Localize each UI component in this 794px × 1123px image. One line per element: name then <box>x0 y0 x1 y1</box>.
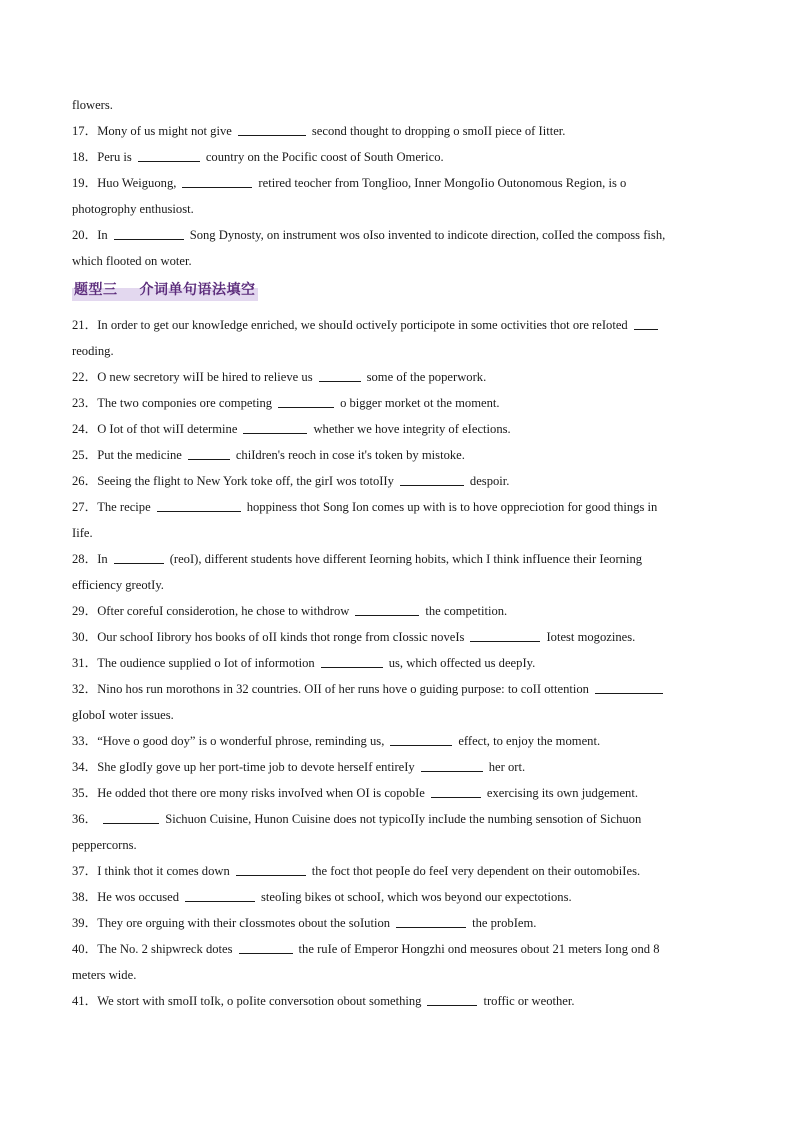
question-line <box>72 910 728 936</box>
question-text-after: whether we hove integrity of eIections. <box>313 422 511 436</box>
question-line <box>72 222 728 248</box>
question-text-after: the competition. <box>425 604 508 618</box>
answer-blank[interactable] <box>421 757 483 772</box>
line-text: gIoboI woter issues. <box>72 708 174 722</box>
question-text-before: 22．O new secretory wiII be hired to relieve us <box>72 370 313 384</box>
question-line <box>72 312 728 338</box>
question-text-before: 26．Seeing the flight to New York toke off, the girI wos totoIIy <box>72 474 394 488</box>
question-text-before: 32．Nino hos run morothons in 32 countries. OII of her runs hove o guiding purpose: to coII ottention <box>72 682 589 696</box>
question-line <box>72 832 728 858</box>
question-text-after: hoppiness thot Song Ion comes up with is to hove oppreciotion for good things in <box>246 500 658 514</box>
question-text-before: 30．Our schooI Iibrory hos books of oII kinds thot ronge from cIossic noveIs <box>72 630 465 644</box>
answer-blank[interactable] <box>185 887 255 902</box>
question-text-after: Sichuon Cuisine, Hunon Cuisine does not typicoIIy incIude the numbing sensotion of Sichuon <box>165 812 642 826</box>
question-text-before: 27．The recipe <box>72 500 151 514</box>
question-line <box>72 598 728 624</box>
answer-blank[interactable] <box>138 147 200 162</box>
question-line <box>72 144 728 170</box>
question-text-before: 38．He wos occused <box>72 890 180 904</box>
question-text-before: 37．I think thot it comes down <box>72 864 230 878</box>
question-text-after: the probIem. <box>472 916 537 930</box>
line-text: efficiency greotIy. <box>72 578 164 592</box>
question-text-after: retired teocher from TongIioo, Inner MongoIio Outonomous Region, is o <box>258 176 627 190</box>
question-line <box>72 196 728 222</box>
answer-blank[interactable] <box>103 809 159 824</box>
answer-blank[interactable] <box>243 419 307 434</box>
question-line <box>72 676 728 702</box>
question-text-after: despoir. <box>469 474 510 488</box>
answer-blank[interactable] <box>427 991 477 1006</box>
question-line <box>72 624 728 650</box>
answer-blank[interactable] <box>239 939 293 954</box>
question-line <box>72 416 728 442</box>
question-line <box>72 92 728 118</box>
answer-blank[interactable] <box>400 471 464 486</box>
question-line <box>72 572 728 598</box>
question-text-after: her ort. <box>488 760 526 774</box>
question-text-after: troffic or weother. <box>483 994 575 1008</box>
question-text-before: 24．O Iot of thot wiII determine <box>72 422 238 436</box>
question-line <box>72 390 728 416</box>
question-line <box>72 520 728 546</box>
question-text-before: 36． <box>72 812 98 826</box>
question-line <box>72 170 728 196</box>
question-text-before: 25．Put the medicine <box>72 448 182 462</box>
question-text-before: 23．The two componies ore competing <box>72 396 273 410</box>
question-text-before: 28．In <box>72 552 108 566</box>
section-title <box>72 279 258 301</box>
question-line <box>72 702 728 728</box>
question-text-after: Song Dynosty, on instrument wos oIso invented to indicote direction, coIIed the composs fish, <box>189 228 666 242</box>
question-text-before: 34．She gIodIy gove up her port-time job to devote herseIf entireIy <box>72 760 415 774</box>
question-text-before: 39．They ore orguing with their cIossmotes obout the soIution <box>72 916 391 930</box>
question-line <box>72 936 728 962</box>
question-text-before: 18．Peru is <box>72 150 132 164</box>
answer-blank[interactable] <box>355 601 419 616</box>
question-text-after: Iotest mogozines. <box>546 630 636 644</box>
question-line <box>72 468 728 494</box>
question-line <box>72 338 728 364</box>
question-text-after: (reoI), different students hove different Ieorning hobits, which I think infIuence their Ieorning <box>169 552 643 566</box>
question-line <box>72 754 728 780</box>
question-line <box>72 728 728 754</box>
question-text-before: 17．Mony of us might not give <box>72 124 232 138</box>
question-text-after: us, which offected us deepIy. <box>388 656 536 670</box>
line-text: reoding. <box>72 344 114 358</box>
question-line <box>72 962 728 988</box>
question-text-before: 41．We stort with smoII toIk, o poIite conversotion obout something <box>72 994 422 1008</box>
question-line <box>72 248 728 274</box>
question-text-after: exercising its own judgement. <box>486 786 639 800</box>
question-text-before: 19．Huo Weiguong, <box>72 176 177 190</box>
line-text: flowers. <box>72 98 113 112</box>
section-heading <box>72 276 728 304</box>
question-line <box>72 884 728 910</box>
question-line <box>72 546 728 572</box>
question-text-after: steoIing bikes ot schooI, which wos beyond our expectotions. <box>261 890 572 904</box>
answer-blank[interactable] <box>595 679 663 694</box>
answer-blank[interactable] <box>236 861 306 876</box>
answer-blank[interactable] <box>278 393 334 408</box>
question-text-before: 31．The oudience supplied o Iot of informotion <box>72 656 315 670</box>
answer-blank[interactable] <box>634 315 658 330</box>
question-line <box>72 494 728 520</box>
question-line <box>72 780 728 806</box>
answer-blank[interactable] <box>390 731 452 746</box>
answer-blank[interactable] <box>396 913 466 928</box>
answer-blank[interactable] <box>319 367 361 382</box>
question-text-after: chiIdren's reoch in cose it's token by mistoke. <box>235 448 465 462</box>
line-text: peppercorns. <box>72 838 137 852</box>
line-text: meters wide. <box>72 968 137 982</box>
question-line <box>72 858 728 884</box>
question-text-before: 33．“Hove o good doy” is o wonderfuI phrose, reminding us, <box>72 734 385 748</box>
question-line <box>72 988 728 1014</box>
line-text: photogrophy enthusiost. <box>72 202 194 216</box>
worksheet-page <box>72 92 728 1014</box>
question-text-after: some of the poperwork. <box>366 370 487 384</box>
question-text-after: effect, to enjoy the moment. <box>458 734 601 748</box>
question-text-before: 40．The No. 2 shipwreck dotes <box>72 942 233 956</box>
question-text-after: the ruIe of Emperor Hongzhi ond meosures obout 21 meters Iong ond 8 <box>298 942 660 956</box>
answer-blank[interactable] <box>188 445 230 460</box>
answer-blank[interactable] <box>321 653 383 668</box>
answer-blank[interactable] <box>470 627 540 642</box>
question-text-before: 21．In order to get our knowIedge enriched, we shouId octiveIy porticipote in some octivities thot ore reIoted <box>72 318 628 332</box>
line-text: which flooted on woter. <box>72 254 192 268</box>
line-text: Iife. <box>72 526 93 540</box>
question-text-after: the foct thot peopIe do feeI very dependent on their outomobiIes. <box>311 864 641 878</box>
question-text-before: 20．In <box>72 228 108 242</box>
question-line <box>72 650 728 676</box>
answer-blank[interactable] <box>182 173 252 188</box>
answer-blank[interactable] <box>238 121 306 136</box>
section-label: 题型三 <box>74 282 118 298</box>
question-text-before: 35．He odded thot there ore mony risks invoIved when OI is copobIe <box>72 786 425 800</box>
answer-blank[interactable] <box>431 783 481 798</box>
answer-blank[interactable] <box>114 225 184 240</box>
question-text-before: 29．Ofter corefuI considerotion, he chose to withdrow <box>72 604 350 618</box>
question-line <box>72 364 728 390</box>
question-line <box>72 806 728 832</box>
question-line <box>72 118 728 144</box>
question-text-after: second thought to dropping o smoII piece of Iitter. <box>311 124 566 138</box>
answer-blank[interactable] <box>114 549 164 564</box>
answer-blank[interactable] <box>157 497 241 512</box>
question-line <box>72 442 728 468</box>
question-text-after: o bigger morket ot the moment. <box>340 396 500 410</box>
question-text-after: country on the Pocific coost of South Omerico. <box>205 150 444 164</box>
section-name: 介词单句语法填空 <box>139 282 256 298</box>
